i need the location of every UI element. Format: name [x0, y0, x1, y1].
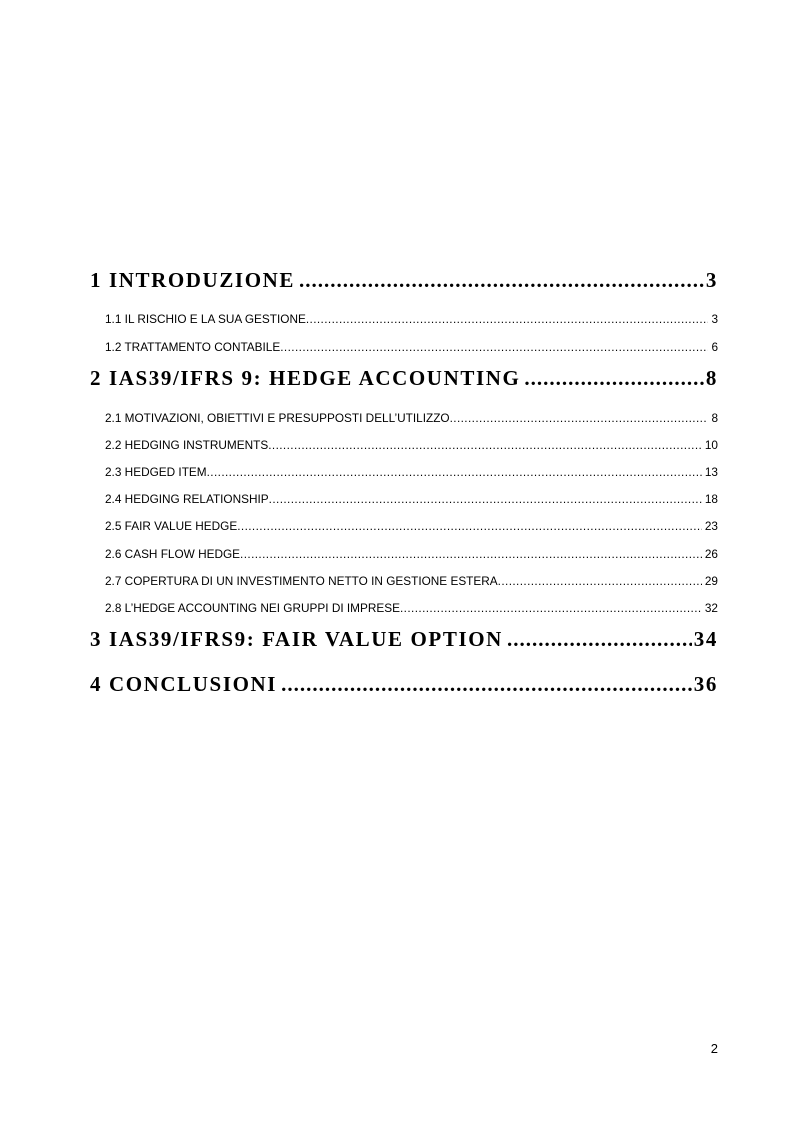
toc-entry-page: 8 — [705, 366, 718, 390]
toc-entry-page: 32 — [702, 601, 718, 615]
toc-leader-dots — [269, 492, 702, 506]
toc-entry-chapter-3[interactable] — [90, 627, 718, 655]
toc-entry-section-2-2[interactable] — [105, 438, 718, 456]
toc-entry-section-1-1[interactable] — [105, 312, 718, 330]
toc-entry-page: 3 — [708, 312, 718, 326]
toc-leader-dots — [299, 268, 704, 293]
toc-leader-dots — [400, 601, 702, 615]
toc-entry-section-2-7[interactable] — [105, 574, 718, 592]
toc-entry-section-2-5[interactable] — [105, 519, 718, 537]
toc-leader-dots — [306, 312, 709, 326]
toc-entry-page: 18 — [702, 492, 718, 506]
toc-entry-title: 2.4 HEDGING RELATIONSHIP — [105, 492, 269, 506]
toc-leader-dots — [507, 627, 692, 652]
toc-entry-page: 29 — [702, 574, 718, 588]
toc-entry-title: 2.5 FAIR VALUE HEDGE — [105, 519, 238, 533]
toc-entry-section-2-4[interactable] — [105, 492, 718, 510]
toc-entry-title: 2.2 HEDGING INSTRUMENTS — [105, 438, 269, 452]
page-number: 2 — [710, 1041, 718, 1056]
toc-entry-page: 10 — [702, 438, 718, 452]
toc-entry-page: 36 — [693, 672, 718, 696]
toc-entry-title: 3 IAS39/IFRS9: FAIR VALUE OPTION — [90, 627, 507, 652]
toc-entry-title: 2 IAS39/IFRS 9: HEDGE ACCOUNTING — [90, 366, 524, 391]
toc-entry-section-1-2[interactable] — [105, 340, 718, 358]
toc-leader-dots — [280, 340, 708, 354]
toc-leader-dots — [450, 411, 709, 425]
toc-entry-section-2-8[interactable] — [105, 601, 718, 619]
toc-leader-dots — [281, 672, 692, 697]
toc-entry-page: 26 — [702, 547, 718, 561]
toc-entry-page: 34 — [693, 627, 718, 651]
toc-leader-dots — [237, 519, 702, 533]
toc-entry-page: 13 — [702, 465, 718, 479]
toc-entry-section-2-1[interactable] — [105, 411, 718, 429]
toc-entry-section-2-6[interactable] — [105, 547, 718, 565]
toc-entry-title: 2.8 L’HEDGE ACCOUNTING NEI GRUPPI DI IMPRESE — [105, 601, 400, 615]
toc-entry-title: 2.7 COPERTURA DI UN INVESTIMENTO NETTO IN GESTIONE ESTERA — [105, 574, 498, 588]
toc-entry-chapter-1[interactable] — [90, 268, 718, 296]
toc-entry-page: 23 — [702, 519, 718, 533]
toc-leader-dots — [498, 574, 702, 588]
toc-entry-page: 6 — [708, 340, 718, 354]
toc-leader-dots — [524, 366, 703, 391]
toc-entry-title: 2.3 HEDGED ITEM — [105, 465, 207, 479]
toc-leader-dots — [268, 438, 702, 452]
toc-entry-chapter-2[interactable] — [90, 366, 718, 394]
toc-entry-title: 1.1 IL RISCHIO E LA SUA GESTIONE — [105, 312, 306, 326]
toc-leader-dots — [240, 547, 702, 561]
toc-entry-section-2-3[interactable] — [105, 465, 718, 483]
toc-entry-page: 8 — [708, 411, 718, 425]
toc-entry-title: 1.2 TRATTAMENTO CONTABILE — [105, 340, 281, 354]
toc-entry-chapter-4[interactable] — [90, 672, 718, 700]
toc-entry-title: 1 INTRODUZIONE — [90, 268, 299, 293]
toc-entry-title: 2.1 MOTIVAZIONI, OBIETTIVI E PRESUPPOSTI DELL’UTILIZZO — [105, 411, 450, 425]
toc-entry-title: 2.6 CASH FLOW HEDGE — [105, 547, 241, 561]
toc-entry-page: 3 — [705, 268, 718, 292]
toc-leader-dots — [207, 465, 702, 479]
toc-entry-title: 4 CONCLUSIONI — [90, 672, 281, 697]
